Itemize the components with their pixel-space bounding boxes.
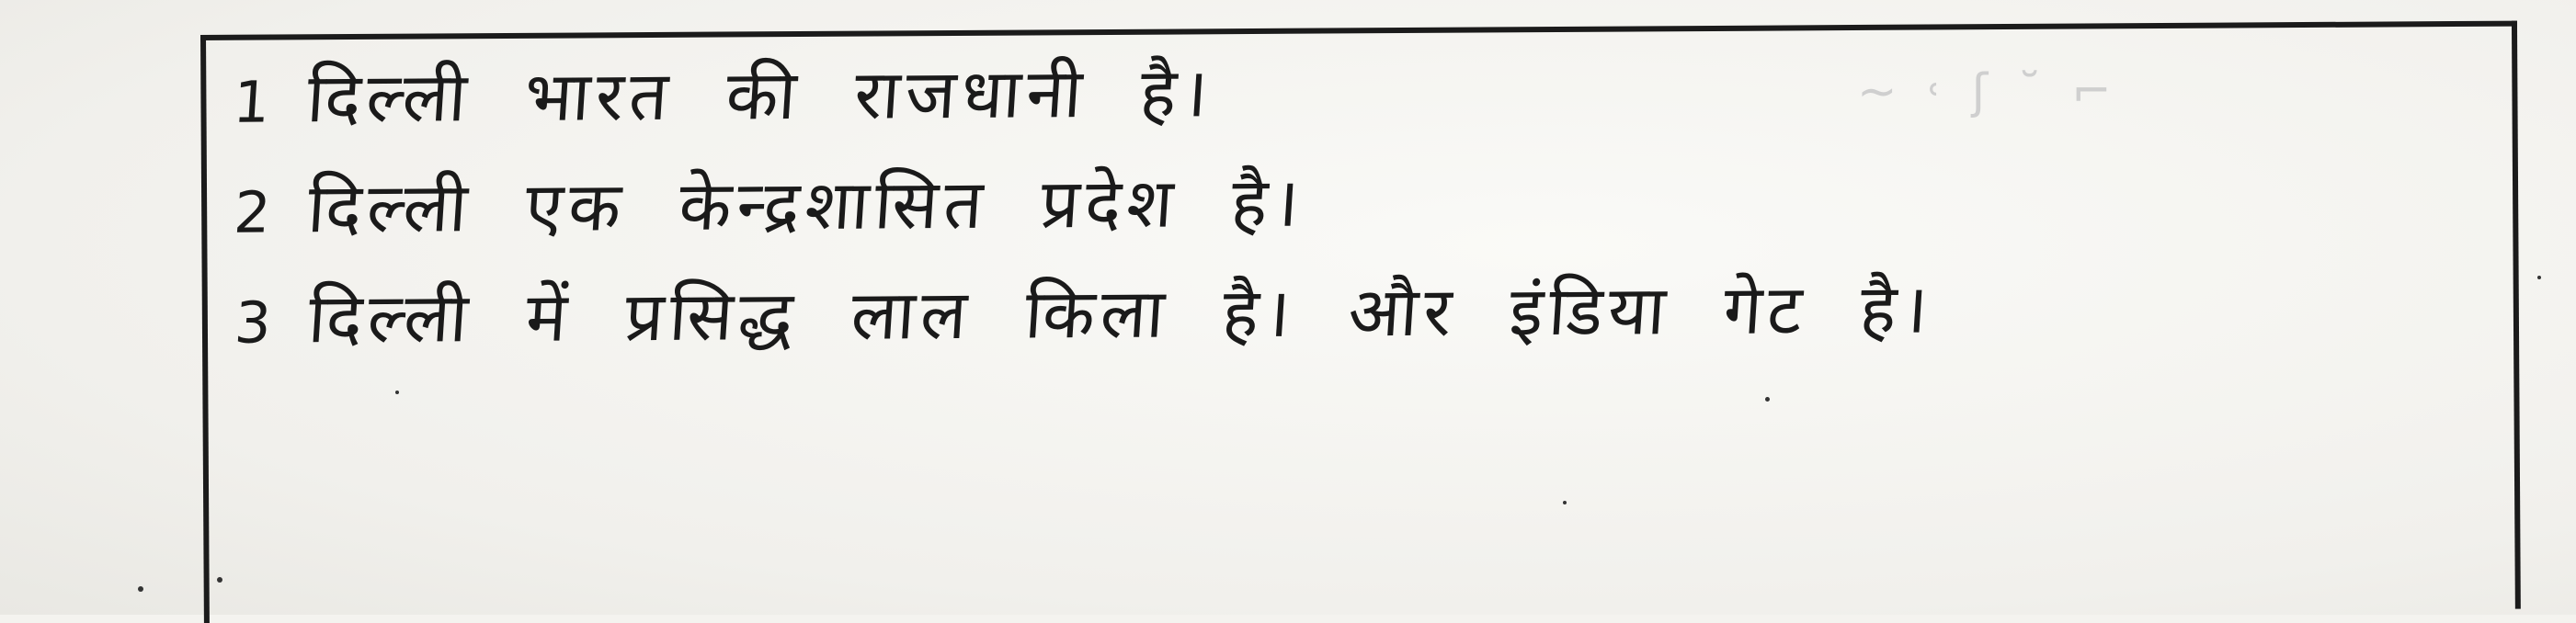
bleed-through-marks: ~ ˓ ʃ ˘ ⌐ — [1857, 64, 2119, 119]
line-text: दिल्ली में प्रसिद्ध लाल किला है। और इंडिया गेट है। — [305, 269, 1936, 359]
handwritten-line-1 — [231, 43, 1216, 142]
ink-speck — [2537, 276, 2541, 279]
handwritten-line-3 — [233, 259, 1937, 362]
line-text: दिल्ली भारत की राजधानी है। — [304, 53, 1216, 139]
line-number: 3 — [233, 289, 279, 357]
line-number: 1 — [231, 68, 278, 136]
ink-speck — [395, 391, 399, 394]
ink-speck — [1563, 501, 1567, 504]
ink-speck — [217, 577, 222, 583]
answer-box — [200, 21, 2521, 623]
ink-speck — [1765, 397, 1770, 402]
ink-speck — [138, 586, 143, 592]
line-text: दिल्ली एक केन्द्रशासित प्रदेश है। — [305, 163, 1307, 249]
line-number: 2 — [232, 178, 279, 246]
handwritten-line-2 — [232, 153, 1307, 253]
